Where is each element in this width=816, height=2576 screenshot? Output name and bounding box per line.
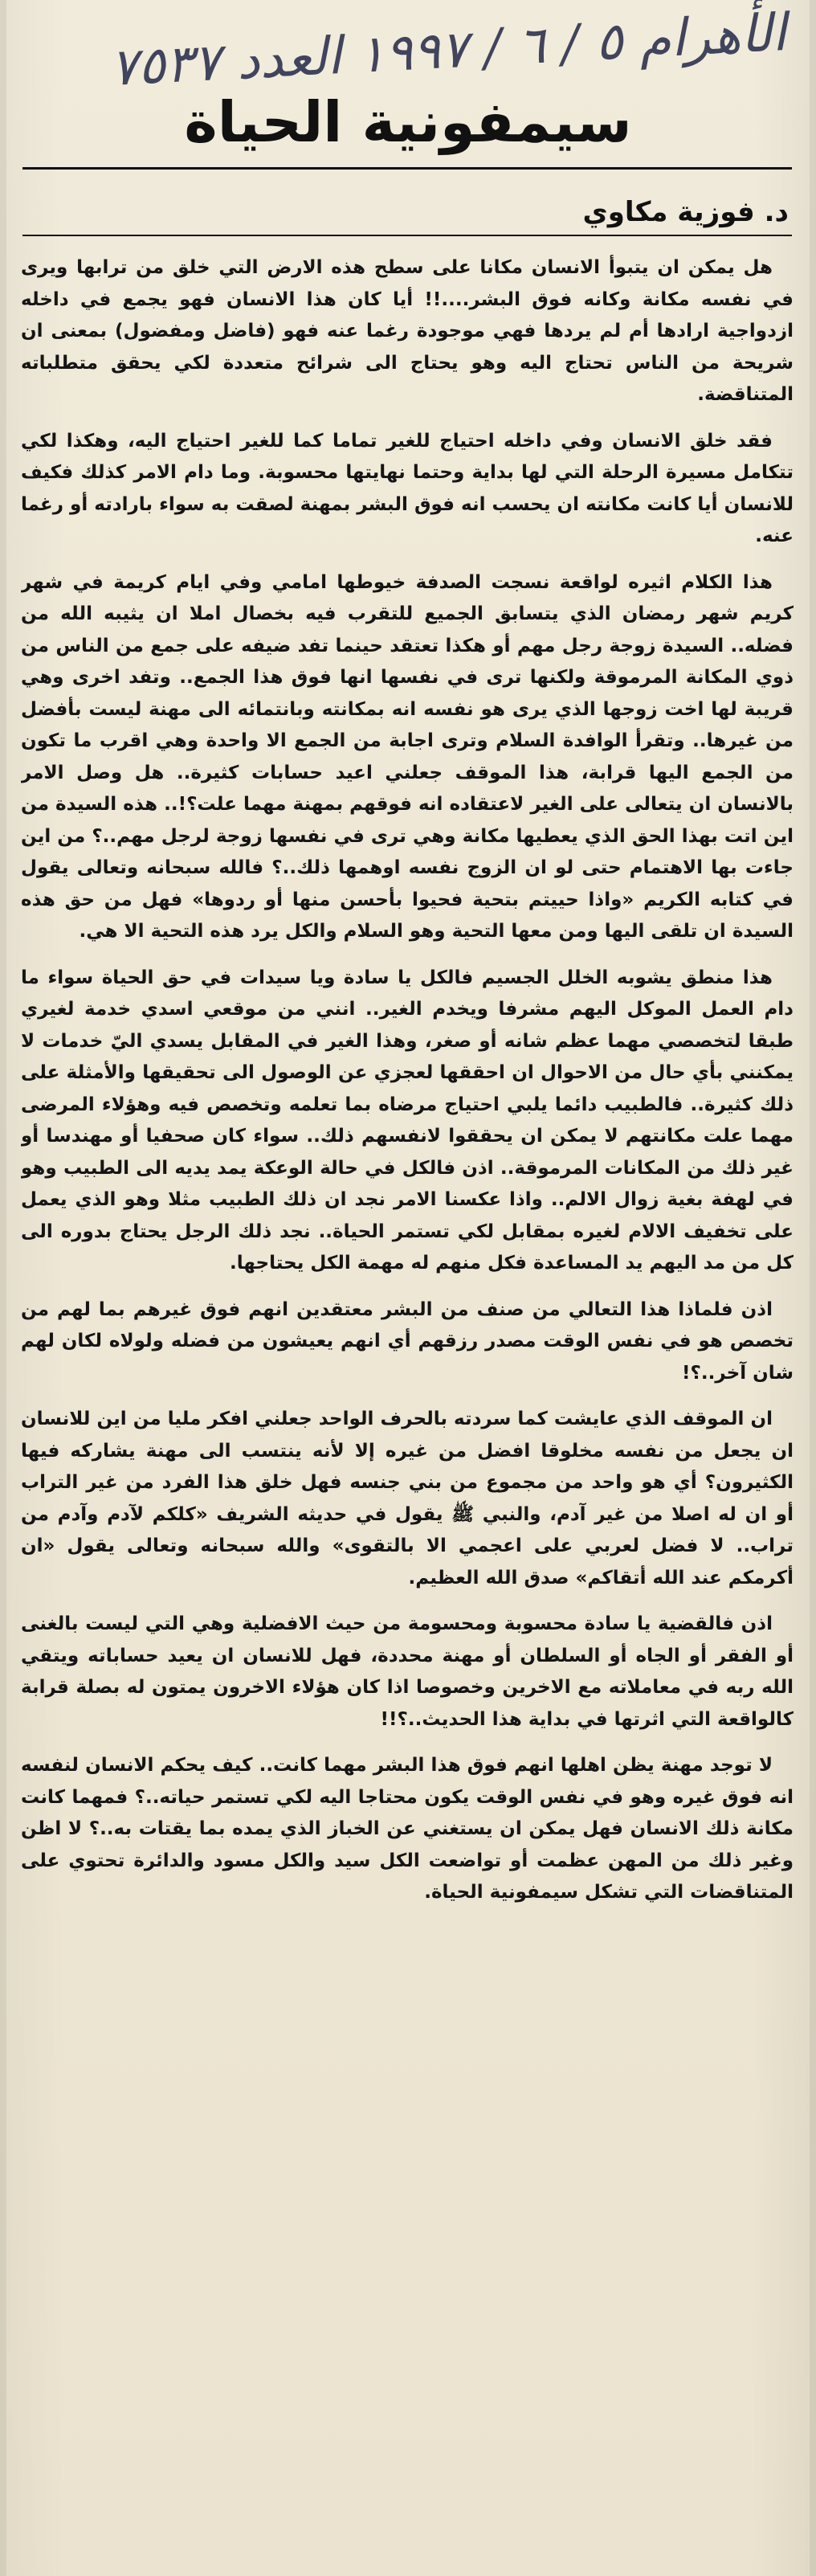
- clipping-left-shadow: [0, 0, 6, 2576]
- article-title: سيمفونية الحياة: [184, 89, 632, 155]
- clipping-right-shadow: [810, 0, 816, 2576]
- article-paragraph: اذن فالقضية يا سادة محسوبة ومحسومة من حيث الافضلية وهي التي ليست بالغنى أو الفقر أو الجاه أو السلطان أو مهنة محددة، فهل للانسان ان يعيد حساباته ويتقي الله ربه في معاملاته مع الاخرين وخصوصا اذا كان هؤلاء الاخرون يمتون له بصلة قرابة كالواقعة التي اثرتها في بداية هذا الحديث..؟!!: [21, 1613, 794, 1730]
- article-paragraph: ان الموقف الذي عايشت كما سردته بالحرف الواحد جعلني افكر مليا من اين للانسان ان يجعل من نفسه مخلوقا افضل من غيره إلا لأنه ينتسب الى مهنة يشاركه فيها الكثيرون؟ أي هو واحد من مجموع من بني جنسه فهل خلق هذا الفرد من غير التراب أو ان له اصلا من غير آدم، والنبي ﷺ يقول في حديثه الشريف «كلكم لآدم وآدم من تراب.. لا فضل لعربي على اعجمي الا بالتقوى» والله سبحانه وتعالى يقول «ان أكرمكم عند الله أتقاكم» صدق الله العظيم.: [21, 1409, 794, 1589]
- article-paragraph: هذا منطق يشوبه الخلل الجسيم فالكل يا سادة ويا سيدات في حق الحياة سواء ما دام العمل الموكل اليهم مشرفا ويخدم الغير.. انني من موقعي اسدي خدمة لغيري طبقا لتخصصي مهما عظم شانه أو صغر، وهذا الغير في المقابل يسدي اليّ خدمات لا يمكنني بأي حال من الاحوال ان احققها لعجزي عن الوصول الى تحقيقها والأمثلة على ذلك كثيرة.. فالطبيب دائما يلبي احتياج مرضاه بما تعلمه وتخصص فيه وهؤلاء المرضى مهما علت مكانتهم لا يمكن ان يحققوا لانفسهم ذلك.. سواء كان صحفيا أو مهندسا أو غير ذلك من المكانات المرموقة.. اذن فالكل في حالة الوعكة يمد يديه الى الطبيب وهو في لهفة بغية زوال الالم.. واذا عكسنا الامر نجد ان ذلك الطبيب مثلا وهو الذي يعمل على تخفيف الالام لغيره بمقابل لكي تستمر الحياة.. نجد ذلك الرجل يحتاج بدوره الى كل من مد اليهم يد المساعدة فكل منهم له مهمة الكل يحتاجها.: [21, 967, 794, 1274]
- article-paragraph: فقد خلق الانسان وفي داخله احتياج للغير تماما كما للغير احتياج اليه، وهكذا لكي تتكامل مسيرة الرحلة التي لها بداية وحتما نهايتها محسوبة. وما دام الامر كذلك فكيف للانسان أيا كانت مكانته ان يحسب انه فوق البشر بمهنة لصقت به سواء بارادته أو رغما عنه.: [21, 430, 794, 546]
- title-divider: [22, 167, 792, 170]
- article-paragraph: لا توجد مهنة يظن اهلها انهم فوق هذا البشر مهما كانت.. كيف يحكم الانسان لنفسه انه فوق غيره وهو في نفس الوقت يكون محتاجا اليه لكي تستمر حياته..؟ فمهما كانت مكانة ذلك الانسان فهل يمكن ان يستغني عن الخباز الذي يمده بما يقتات به..؟ لا اظن وغير ذلك من المهن عظمت أو تواضعت الكل سيد والكل مسود والدائرة تحتوي على المتناقضات التي تشكل سيمفونية الحياة.: [21, 1755, 794, 1903]
- handwritten-date-note: الأهرام ٥ / ٦ / ١٩٩٧ العدد ٧٥٣٧: [108, 2, 788, 99]
- byline-divider: [22, 235, 792, 236]
- author-byline: د. فوزية مكاوي: [582, 196, 789, 228]
- article-paragraph: هل يمكن ان يتبوأ الانسان مكانا على سطح هذه الارض التي خلق من ترابها ويرى في نفسه مكانة وكانه فوق البشر....!! أيا كان هذا الانسان فهو يجمع في داخله ازدواجية ارادها أم لم يردها فهي موجودة رغما عنه فهو (فاضل ومفضول) بمعنى ان شريحة من الناس تحتاج اليه وهو يحتاج الى شرائح متعددة لكي يحقق متطلباته المتناقضة.: [21, 257, 794, 405]
- article-paragraph: هذا الكلام اثيره لواقعة نسجت الصدفة خيوطها امامي وفي ايام كريمة في شهر كريم شهر رمضان الذي يتسابق الجميع للتقرب فيه بخصال املا ان يثيبه الله من فضله.. السيدة زوجة رجل مهم أو هكذا تعتقد حينما تفد ضيفه على جمع من الناس من ذوي المكانة المرموقة ولكنها ترى في نفسها انها فوق هذا الجمع.. وتفد اخرى وهي قريبة لها اخت زوجها الذي يرى هو نفسه انه بمكانته وبانتمائه الى مهنة ليست بأفضل من غيرها.. وتقرأ الوافدة السلام وترى اجابة من الجمع الا واحدة وهي اقرب ما تكون من الجمع اليها قرابة، هذا الموقف جعلني اعيد حسابات كثيرة.. هل وصل الامر بالانسان ان يتعالى على الغير لاعتقاده انه فوقهم بمهنة مهما علت؟!.. هذه السيدة من اين اتت بهذا الحق الذي يعطيها مكانة وهي ترى في نفسها زوجة لرجل مهم..؟ من اين جاءت بها الاهتمام حتى لو ان الزوج نفسه اوهمها ذلك..؟ فالله سبحانه وتعالى يقول في كتابه الكريم «واذا حييتم بتحية فحيوا بأحسن منها أو ردوها» فهل من حق هذه السيدة ان تلقى اليها ومن معها التحية وهو السلام والكل يرد هذه التحية الا هي.: [21, 571, 794, 942]
- article-paragraph: اذن فلماذا هذا التعالي من صنف من البشر معتقدين انهم فوق غيرهم بما لهم من تخصص هو في نفس الوقت مصدر رزقهم أي انهم يعيشون من فضله ولولاه لكان لهم شان آخر..؟!: [21, 1298, 794, 1384]
- article-body: [21, 252, 794, 2541]
